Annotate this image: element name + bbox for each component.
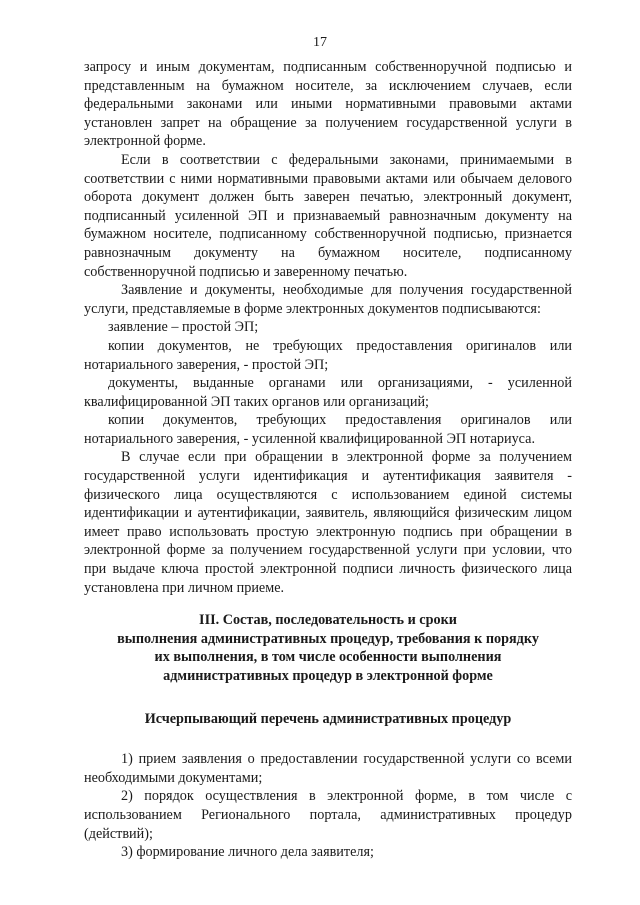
paragraph-signing-intro: Заявление и документы, необходимые для получения государственной услуги, представляемые в форме электронных документов подписываются: bbox=[84, 282, 572, 317]
section-heading-line: выполнения административных процедур, требования к порядку bbox=[117, 630, 539, 647]
procedure-item: 1) прием заявления о предоставлении государственной услуги со всеми необходимыми документами; bbox=[84, 751, 572, 786]
section-heading-line: III. Состав, последовательность и сроки bbox=[199, 612, 457, 629]
list-item-copies-simple: копии документов, не требующих предоставления оригиналов или нотариального заверения, - простой ЭП; bbox=[84, 337, 572, 373]
list-item-issued-documents: документы, выданные органами или организациями, - усиленной квалифицированной ЭП таких органов или организаций; bbox=[84, 375, 572, 410]
document-body bbox=[84, 58, 572, 862]
section-heading-line: административных процедур в электронной форме bbox=[163, 668, 493, 684]
list-item-application: заявление – простой ЭП; bbox=[108, 319, 259, 336]
paragraph-seal-equivalence: Если в соответствии с федеральными законами, принимаемыми в соответствии с ними нормативными правовыми актами или обычаем делового оборота документ должен быть заверен печатью, электронный документ, подписанный усиленной ЭП и признаваемый равнозначным документу на бумажном носителе, подписанному собственноручной подписью, признается равнозначным документу на бумажном носителе, подписанному собственноручной подписью и заверенному печатью. bbox=[84, 151, 572, 280]
procedure-item: 2) порядок осуществления в электронной форме, в том числе с использованием Регионального портала, административных процедур (действий); bbox=[84, 788, 572, 842]
paragraph-identification: В случае если при обращении в электронной форме за получением государственной услуги идентификация и аутентификация заявителя - физического лица осуществляются с использованием единой системы идентификации и аутентификации, заявитель, являющийся физическим лицом имеет право использовать простую электронную подпись при обращении в электронной форме за получением государственной услуги при условии, что при выдаче ключа простой электронной подписи личность физического лица установлена при личном приеме. bbox=[84, 449, 572, 596]
procedure-item: 3) формирование личного дела заявителя; bbox=[121, 844, 374, 861]
section-heading bbox=[84, 611, 572, 685]
page-number: 17 bbox=[313, 35, 327, 50]
list-item-copies-notary: копии документов, требующих предоставления оригиналов или нотариального заверения, - усиленной квалифицированной ЭП нотариуса. bbox=[84, 412, 572, 447]
section-heading-line: их выполнения, в том числе особенности выполнения bbox=[154, 649, 502, 666]
subsection-heading: Исчерпывающий перечень административных процедур bbox=[144, 710, 512, 727]
paragraph-continuation: запросу и иным документам, подписанным собственноручной подписью и представленным на бумажном носителе, за исключением случаев, если федеральными законами или иными нормативными правовыми актами установлен запрет на обращение за получением государственной услуги в электронной форме. bbox=[84, 59, 572, 150]
